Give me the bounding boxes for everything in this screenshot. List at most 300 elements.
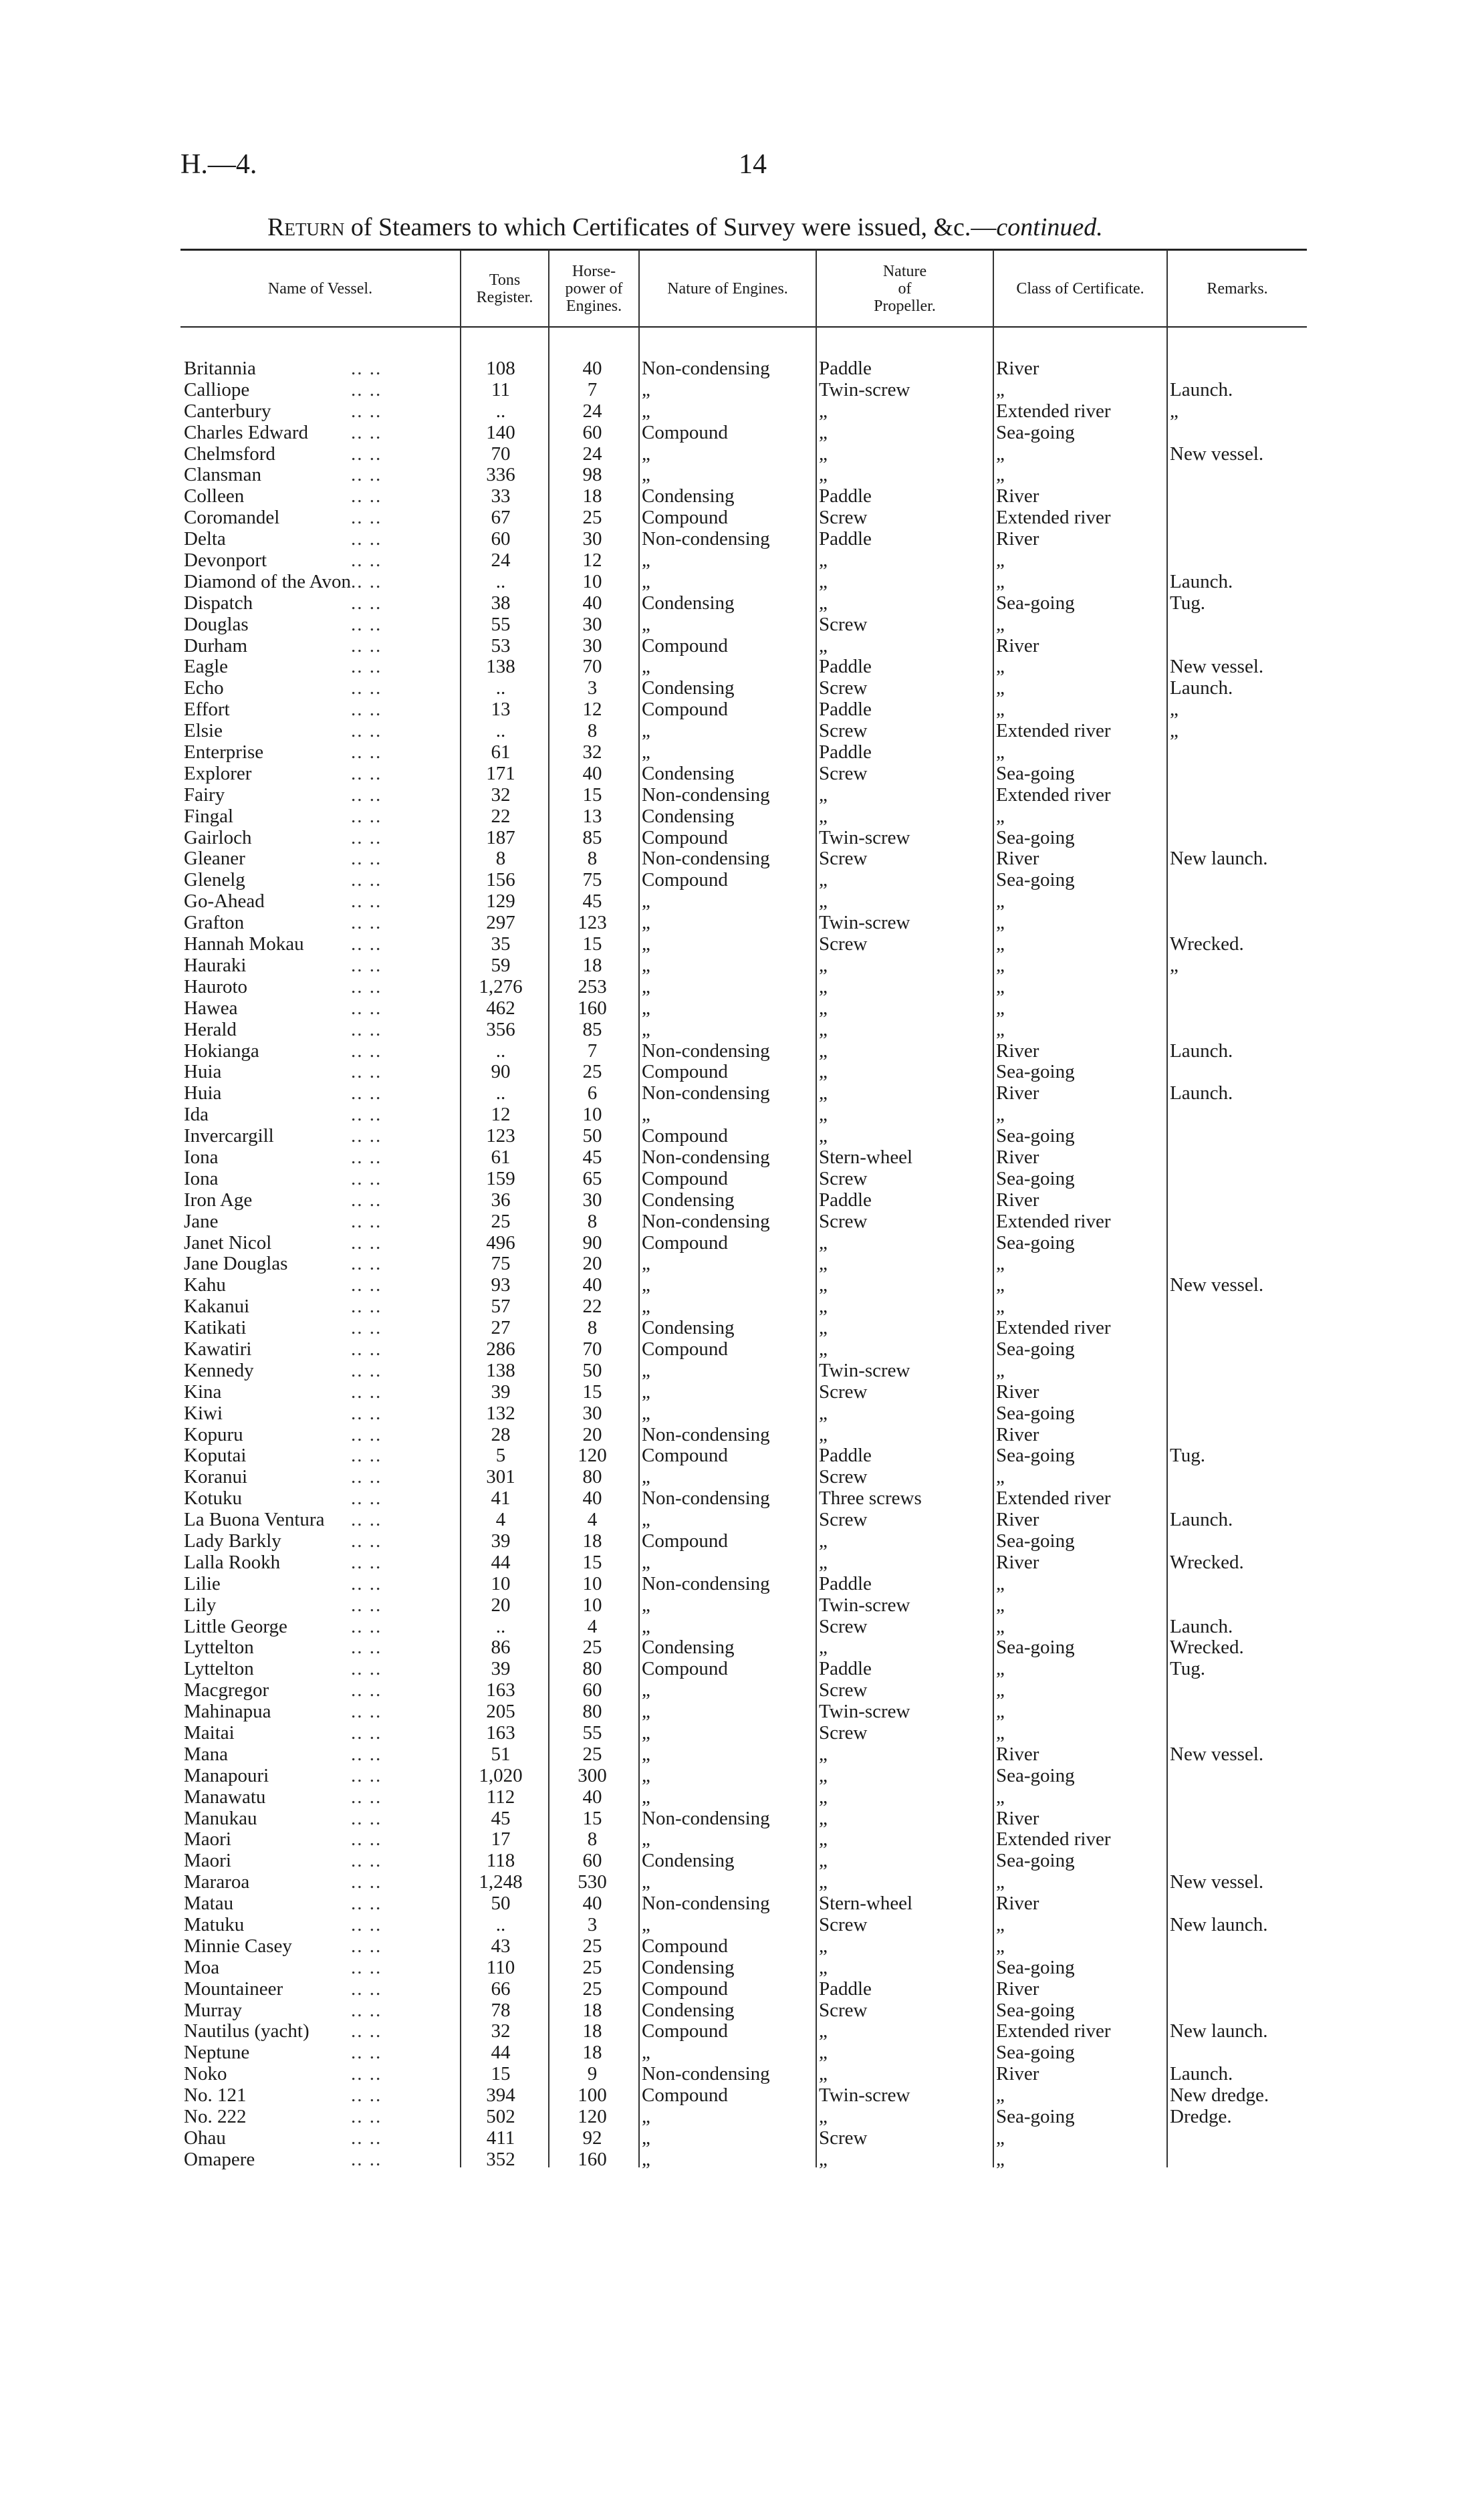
dot-leader: .. .. bbox=[351, 1551, 382, 1573]
dot-leader: .. .. bbox=[351, 421, 382, 443]
nature-of-engines: „ bbox=[642, 2042, 650, 2064]
certificate-class: River bbox=[996, 848, 1039, 870]
tons-register: 163 bbox=[486, 1679, 515, 1701]
propeller: „ bbox=[819, 805, 828, 827]
tons-register: 205 bbox=[486, 1701, 515, 1723]
horsepower: 60 bbox=[582, 421, 602, 443]
table-row bbox=[180, 1445, 1307, 1467]
horsepower: 15 bbox=[582, 784, 602, 806]
tons-register: 61 bbox=[491, 741, 511, 763]
remarks: New dredge. bbox=[1170, 2084, 1269, 2107]
nature-of-engines: „ bbox=[642, 2148, 650, 2170]
horsepower: 30 bbox=[582, 1402, 602, 1424]
vessel-name: Explorer bbox=[184, 762, 252, 784]
dot-leader: .. .. bbox=[351, 848, 382, 870]
table-row bbox=[180, 699, 1307, 721]
tons-register: 5 bbox=[495, 1445, 506, 1467]
nature-of-engines: Compound bbox=[642, 1167, 728, 1189]
dot-leader: .. .. bbox=[351, 1125, 382, 1147]
tons-register: 132 bbox=[486, 1402, 515, 1424]
certificate-class: River bbox=[996, 1807, 1039, 1829]
column-header-remarks: Remarks. bbox=[1207, 280, 1268, 297]
certificate-class: Sea-going bbox=[996, 1850, 1075, 1872]
propeller: Twin-screw bbox=[819, 2084, 910, 2107]
remarks: New vessel. bbox=[1170, 1743, 1264, 1765]
horsepower: 85 bbox=[582, 1018, 602, 1040]
propeller: Screw bbox=[819, 762, 868, 784]
table-row bbox=[180, 1488, 1307, 1510]
dot-leader: .. .. bbox=[351, 784, 382, 806]
certificate-class: „ bbox=[996, 890, 1005, 913]
certificate-class: River bbox=[996, 1743, 1039, 1765]
nature-of-engines: Condensing bbox=[642, 805, 735, 827]
horsepower: 32 bbox=[582, 741, 602, 763]
horsepower: 18 bbox=[582, 1530, 602, 1552]
nature-of-engines: Non-condensing bbox=[642, 358, 770, 379]
vessel-name: Diamond of the Avon bbox=[184, 570, 351, 592]
vessel-name: Maitai bbox=[184, 1722, 235, 1744]
tons-register: 51 bbox=[491, 1743, 511, 1765]
nature-of-engines: „ bbox=[642, 1914, 650, 1936]
horsepower: 20 bbox=[582, 1423, 602, 1445]
tons-register: 138 bbox=[486, 1359, 515, 1381]
table-row bbox=[180, 1915, 1307, 1936]
nature-of-engines: „ bbox=[642, 1359, 650, 1381]
certificate-class: „ bbox=[996, 613, 1005, 635]
horsepower: 80 bbox=[582, 1466, 602, 1488]
remarks: New launch. bbox=[1170, 1914, 1268, 1936]
tons-register: 394 bbox=[486, 2084, 515, 2107]
vessel-name: Hauroto bbox=[184, 975, 248, 997]
propeller: „ bbox=[819, 890, 828, 913]
propeller: Screw bbox=[819, 1381, 868, 1403]
vessel-name: Clansman bbox=[184, 464, 261, 486]
propeller: „ bbox=[819, 1402, 828, 1424]
dot-leader: .. .. bbox=[351, 1743, 382, 1765]
tons-register: 1,248 bbox=[479, 1871, 523, 1893]
propeller: Paddle bbox=[819, 485, 872, 507]
propeller: „ bbox=[819, 1850, 828, 1872]
remarks: New launch. bbox=[1170, 848, 1268, 870]
horsepower: 18 bbox=[582, 485, 602, 507]
nature-of-engines: „ bbox=[642, 1402, 650, 1424]
tons-register: 38 bbox=[491, 592, 511, 614]
certificate-class: „ bbox=[996, 1572, 1005, 1594]
horsepower: 50 bbox=[582, 1125, 602, 1147]
dot-leader: .. .. bbox=[351, 762, 382, 784]
propeller: „ bbox=[819, 1956, 828, 1978]
propeller: „ bbox=[819, 570, 828, 592]
certificate-class: River bbox=[996, 1423, 1039, 1445]
certificate-class: „ bbox=[996, 1296, 1005, 1318]
nature-of-engines: „ bbox=[642, 933, 650, 955]
nature-of-engines: „ bbox=[642, 378, 650, 400]
dot-leader: .. .. bbox=[351, 699, 382, 721]
propeller: Twin-screw bbox=[819, 912, 910, 934]
propeller: „ bbox=[819, 1871, 828, 1893]
table-row bbox=[180, 742, 1307, 763]
horsepower: 25 bbox=[582, 1743, 602, 1765]
propeller: „ bbox=[819, 869, 828, 891]
table-row bbox=[180, 465, 1307, 486]
table-row bbox=[180, 1062, 1307, 1083]
vessel-name: Matau bbox=[184, 1893, 234, 1915]
table-row bbox=[180, 2000, 1307, 2022]
horsepower: 30 bbox=[582, 634, 602, 657]
vessel-name: Manukau bbox=[184, 1807, 257, 1829]
horsepower: 15 bbox=[582, 1807, 602, 1829]
tons-register: 129 bbox=[486, 890, 515, 913]
dot-leader: .. .. bbox=[351, 1466, 382, 1488]
table-row bbox=[180, 380, 1307, 401]
propeller: „ bbox=[819, 592, 828, 614]
dot-leader: .. .. bbox=[351, 1381, 382, 1403]
tons-register: 78 bbox=[491, 1999, 511, 2021]
propeller: „ bbox=[819, 1786, 828, 1808]
vessel-name: Echo bbox=[184, 677, 224, 699]
dot-leader: .. .. bbox=[351, 1231, 382, 1254]
table-row bbox=[180, 2042, 1307, 2064]
table-row bbox=[180, 1403, 1307, 1425]
nature-of-engines: „ bbox=[642, 570, 650, 592]
vessel-name: Elsie bbox=[184, 720, 223, 742]
dot-leader: .. .. bbox=[351, 720, 382, 742]
certificate-class: Sea-going bbox=[996, 1125, 1075, 1147]
nature-of-engines: Non-condensing bbox=[642, 1210, 770, 1232]
certificate-class: Extended river bbox=[996, 1210, 1111, 1232]
vessel-name: Fingal bbox=[184, 805, 234, 827]
propeller: Stern-wheel bbox=[819, 1146, 913, 1168]
tons-register: 44 bbox=[491, 1551, 511, 1573]
horsepower: 8 bbox=[587, 1210, 598, 1232]
tons-register: 39 bbox=[491, 1658, 511, 1680]
table-row bbox=[180, 891, 1307, 913]
header-rule bbox=[180, 326, 1307, 328]
certificate-class: „ bbox=[996, 2148, 1005, 2170]
table-row bbox=[180, 1169, 1307, 1190]
table-caption bbox=[267, 213, 1270, 242]
propeller: Screw bbox=[819, 1914, 868, 1936]
nature-of-engines: Compound bbox=[642, 699, 728, 721]
tons-register: 61 bbox=[491, 1146, 511, 1168]
dot-leader: .. .. bbox=[351, 613, 382, 635]
tons-register: .. bbox=[495, 570, 506, 592]
table-row bbox=[180, 423, 1307, 444]
nature-of-engines: „ bbox=[642, 1296, 650, 1318]
vessel-name: Nautilus (yacht) bbox=[184, 2020, 310, 2042]
propeller: „ bbox=[819, 997, 828, 1019]
propeller: Screw bbox=[819, 1210, 868, 1232]
propeller: „ bbox=[819, 2106, 828, 2128]
propeller: „ bbox=[819, 1551, 828, 1573]
dot-leader: .. .. bbox=[351, 2084, 382, 2107]
horsepower: 15 bbox=[582, 1381, 602, 1403]
certificate-class: Sea-going bbox=[996, 1637, 1075, 1659]
remarks: New vessel. bbox=[1170, 1871, 1264, 1893]
table-row bbox=[180, 785, 1307, 806]
table-row bbox=[180, 913, 1307, 934]
horsepower: 45 bbox=[582, 890, 602, 913]
vessel-name: Ida bbox=[184, 1104, 209, 1126]
tons-register: 39 bbox=[491, 1530, 511, 1552]
dot-leader: .. .. bbox=[351, 485, 382, 507]
table-row bbox=[180, 486, 1307, 507]
vessel-name: Calliope bbox=[184, 378, 250, 400]
nature-of-engines: Non-condensing bbox=[642, 1893, 770, 1915]
propeller: „ bbox=[819, 443, 828, 465]
nature-of-engines: „ bbox=[642, 912, 650, 934]
tons-register: 301 bbox=[486, 1466, 515, 1488]
nature-of-engines: Non-condensing bbox=[642, 784, 770, 806]
tons-register: 67 bbox=[491, 507, 511, 529]
tons-register: 35 bbox=[491, 933, 511, 955]
nature-of-engines: Condensing bbox=[642, 485, 735, 507]
vessel-name: Manapouri bbox=[184, 1764, 269, 1786]
nature-of-engines: Compound bbox=[642, 1445, 728, 1467]
vessel-name: Hawea bbox=[184, 997, 238, 1019]
tons-register: 55 bbox=[491, 613, 511, 635]
certificate-class: River bbox=[996, 2063, 1039, 2085]
dot-leader: .. .. bbox=[351, 2127, 382, 2149]
caption-continued: continued. bbox=[996, 213, 1103, 241]
dot-leader: .. .. bbox=[351, 570, 382, 592]
vessel-name: Britannia bbox=[184, 358, 256, 379]
propeller: Screw bbox=[819, 613, 868, 635]
certificate-class: „ bbox=[996, 1658, 1005, 1680]
nature-of-engines: „ bbox=[642, 1381, 650, 1403]
horsepower: 22 bbox=[582, 1296, 602, 1318]
propeller: „ bbox=[819, 954, 828, 976]
certificate-class: „ bbox=[996, 805, 1005, 827]
column-header-engines: Nature of Engines. bbox=[667, 280, 788, 297]
propeller: „ bbox=[819, 784, 828, 806]
dot-leader: .. .. bbox=[351, 2063, 382, 2085]
propeller: Screw bbox=[819, 507, 868, 529]
horsepower: 98 bbox=[582, 464, 602, 486]
table-row bbox=[180, 763, 1307, 785]
horsepower: 90 bbox=[582, 1231, 602, 1254]
propeller: „ bbox=[819, 1338, 828, 1360]
propeller: Screw bbox=[819, 2127, 868, 2149]
tons-register: 25 bbox=[491, 1210, 511, 1232]
column-header-name: Name of Vessel. bbox=[267, 280, 373, 297]
table-row bbox=[180, 1851, 1307, 1872]
table-row bbox=[180, 2128, 1307, 2149]
tons-register: 496 bbox=[486, 1231, 515, 1254]
nature-of-engines: Condensing bbox=[642, 1317, 735, 1339]
certificate-class: „ bbox=[996, 1104, 1005, 1126]
dot-leader: .. .. bbox=[351, 1018, 382, 1040]
propeller: Screw bbox=[819, 933, 868, 955]
nature-of-engines: Non-condensing bbox=[642, 1487, 770, 1510]
dot-leader: .. .. bbox=[351, 400, 382, 422]
tons-register: .. bbox=[495, 1040, 506, 1062]
nature-of-engines: „ bbox=[642, 464, 650, 486]
remarks: Launch. bbox=[1170, 1082, 1233, 1104]
table-row bbox=[180, 444, 1307, 465]
tons-register: 159 bbox=[486, 1167, 515, 1189]
horsepower: 40 bbox=[582, 1487, 602, 1510]
nature-of-engines: Non-condensing bbox=[642, 1146, 770, 1168]
horsepower: 60 bbox=[582, 1850, 602, 1872]
dot-leader: .. .. bbox=[351, 1210, 382, 1232]
propeller: Screw bbox=[819, 1679, 868, 1701]
tons-register: 356 bbox=[486, 1018, 515, 1040]
nature-of-engines: „ bbox=[642, 720, 650, 742]
certificate-class: Extended river bbox=[996, 1317, 1111, 1339]
certificate-class: River bbox=[996, 1381, 1039, 1403]
vessel-name: Douglas bbox=[184, 613, 249, 635]
horsepower: 40 bbox=[582, 1786, 602, 1808]
dot-leader: .. .. bbox=[351, 2148, 382, 2170]
vessel-name: Ohau bbox=[184, 2127, 226, 2149]
certificate-class: Sea-going bbox=[996, 1999, 1075, 2021]
vessel-name: Manawatu bbox=[184, 1786, 266, 1808]
column-header-tons: Tons Register. bbox=[476, 271, 533, 306]
propeller: Screw bbox=[819, 1167, 868, 1189]
nature-of-engines: Non-condensing bbox=[642, 1807, 770, 1829]
horsepower: 120 bbox=[578, 2106, 607, 2128]
nature-of-engines: „ bbox=[642, 1104, 650, 1126]
propeller: „ bbox=[819, 1317, 828, 1339]
certificate-class: Sea-going bbox=[996, 1338, 1075, 1360]
table-row bbox=[180, 1595, 1307, 1617]
document-code: H.—4. bbox=[180, 149, 257, 180]
horsepower: 15 bbox=[582, 933, 602, 955]
propeller: Screw bbox=[819, 677, 868, 699]
certificate-class: „ bbox=[996, 656, 1005, 678]
dot-leader: .. .. bbox=[351, 1956, 382, 1978]
certificate-class: River bbox=[996, 1551, 1039, 1573]
dot-leader: .. .. bbox=[351, 1146, 382, 1168]
tons-register: .. bbox=[495, 720, 506, 742]
nature-of-engines: „ bbox=[642, 443, 650, 465]
table-row bbox=[180, 1382, 1307, 1403]
tons-register: .. bbox=[495, 400, 506, 422]
nature-of-engines: Condensing bbox=[642, 762, 735, 784]
propeller: „ bbox=[819, 1274, 828, 1296]
vessel-name: Hannah Mokau bbox=[184, 933, 304, 955]
dot-leader: .. .. bbox=[351, 1658, 382, 1680]
tons-register: 70 bbox=[491, 443, 511, 465]
certificate-class: Sea-going bbox=[996, 1402, 1075, 1424]
table-row bbox=[180, 721, 1307, 742]
tons-register: 59 bbox=[491, 954, 511, 976]
dot-leader: .. .. bbox=[351, 1572, 382, 1594]
table-row bbox=[180, 955, 1307, 977]
certificate-class: „ bbox=[996, 1253, 1005, 1275]
remarks: New vessel. bbox=[1170, 443, 1264, 465]
remarks: Launch. bbox=[1170, 2063, 1233, 2085]
nature-of-engines: Condensing bbox=[642, 1637, 735, 1659]
certificate-class: Sea-going bbox=[996, 762, 1075, 784]
nature-of-engines: „ bbox=[642, 1871, 650, 1893]
horsepower: 50 bbox=[582, 1359, 602, 1381]
vessel-name: Go-Ahead bbox=[184, 890, 265, 913]
dot-leader: .. .. bbox=[351, 1487, 382, 1510]
table-row bbox=[180, 1318, 1307, 1339]
table-row bbox=[180, 1296, 1307, 1318]
tons-register: .. bbox=[495, 1914, 506, 1936]
certificate-class: „ bbox=[996, 550, 1005, 572]
propeller: „ bbox=[819, 1637, 828, 1659]
propeller: „ bbox=[819, 1935, 828, 1957]
horsepower: 160 bbox=[578, 2148, 607, 2170]
certificate-class: „ bbox=[996, 1274, 1005, 1296]
dot-leader: .. .. bbox=[351, 1040, 382, 1062]
vessel-name: Iona bbox=[184, 1146, 219, 1168]
dot-leader: .. .. bbox=[351, 1061, 382, 1083]
vessel-name: Mana bbox=[184, 1743, 229, 1765]
vessel-name: Enterprise bbox=[184, 741, 264, 763]
tons-register: 336 bbox=[486, 464, 515, 486]
table-row bbox=[180, 1126, 1307, 1147]
horsepower: 60 bbox=[582, 1679, 602, 1701]
horsepower: 92 bbox=[582, 2127, 602, 2149]
certificate-class: River bbox=[996, 528, 1039, 550]
vessel-name: Janet Nicol bbox=[184, 1231, 272, 1254]
dot-leader: .. .. bbox=[351, 550, 382, 572]
nature-of-engines: „ bbox=[642, 656, 650, 678]
nature-of-engines: Compound bbox=[642, 1338, 728, 1360]
column-header-horsepower: Horse- power of Engines. bbox=[565, 263, 623, 315]
table-row bbox=[180, 977, 1307, 998]
propeller: Paddle bbox=[819, 699, 872, 721]
certificate-class: „ bbox=[996, 1935, 1005, 1957]
vessel-name: Charles Edward bbox=[184, 421, 309, 443]
horsepower: 10 bbox=[582, 1594, 602, 1616]
dot-leader: .. .. bbox=[351, 2106, 382, 2128]
vessel-name: Lyttelton bbox=[184, 1637, 254, 1659]
tons-register: 86 bbox=[491, 1637, 511, 1659]
table-row bbox=[180, 828, 1307, 849]
certificate-class: River bbox=[996, 1893, 1039, 1915]
vessel-name: Devonport bbox=[184, 550, 267, 572]
certificate-class: „ bbox=[996, 1679, 1005, 1701]
horsepower: 100 bbox=[578, 2084, 607, 2107]
propeller: „ bbox=[819, 1828, 828, 1851]
propeller: Three screws bbox=[819, 1487, 922, 1510]
dot-leader: .. .. bbox=[351, 1338, 382, 1360]
certificate-class: Sea-going bbox=[996, 869, 1075, 891]
table-row bbox=[180, 401, 1307, 423]
tons-register: 15 bbox=[491, 2063, 511, 2085]
dot-leader: .. .. bbox=[351, 1530, 382, 1552]
certificate-class: Sea-going bbox=[996, 1445, 1075, 1467]
vessel-name: Kahu bbox=[184, 1274, 226, 1296]
dot-leader: .. .. bbox=[351, 933, 382, 955]
nature-of-engines: Compound bbox=[642, 1658, 728, 1680]
nature-of-engines: „ bbox=[642, 1764, 650, 1786]
certificate-class: „ bbox=[996, 1871, 1005, 1893]
vessel-name: Kotuku bbox=[184, 1487, 242, 1510]
dot-leader: .. .. bbox=[351, 912, 382, 934]
table-row bbox=[180, 1041, 1307, 1062]
remarks: Launch. bbox=[1170, 1509, 1233, 1531]
tons-register: 462 bbox=[486, 997, 515, 1019]
horsepower: 45 bbox=[582, 1146, 602, 1168]
dot-leader: .. .. bbox=[351, 1722, 382, 1744]
propeller: Screw bbox=[819, 848, 868, 870]
table-row bbox=[180, 507, 1307, 529]
horsepower: 30 bbox=[582, 1189, 602, 1211]
certificate-class: Extended river bbox=[996, 2020, 1111, 2042]
tons-register: .. bbox=[495, 1082, 506, 1104]
certificate-class: „ bbox=[996, 1018, 1005, 1040]
tons-register: 112 bbox=[486, 1786, 515, 1808]
dot-leader: .. .. bbox=[351, 1082, 382, 1104]
horsepower: 10 bbox=[582, 570, 602, 592]
